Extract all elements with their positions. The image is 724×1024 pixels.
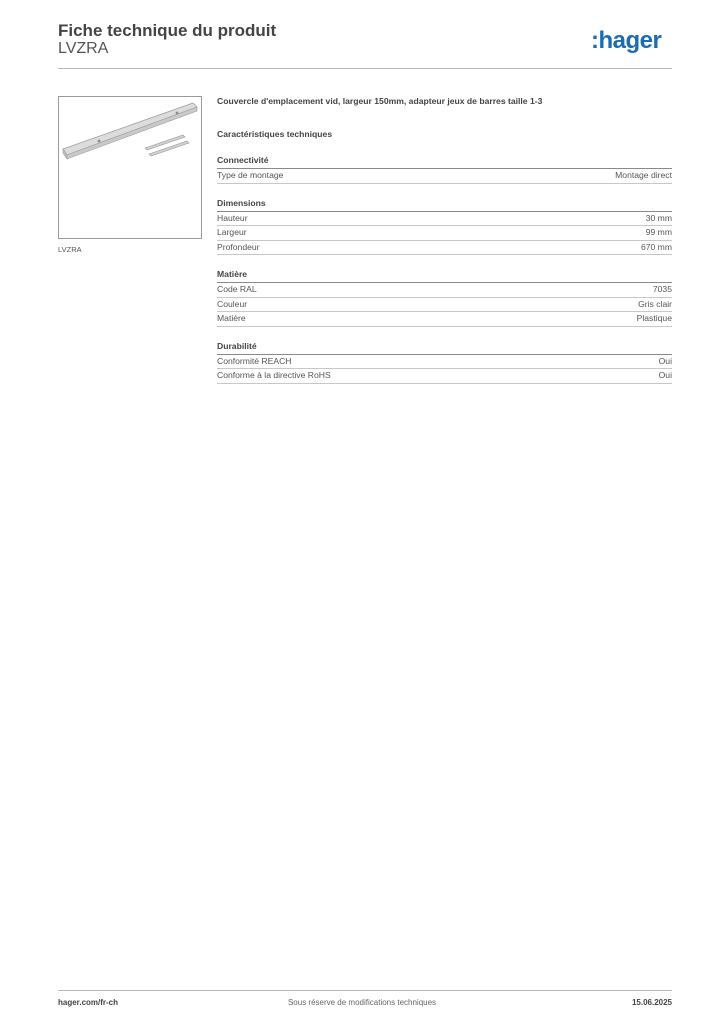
product-image: [58, 96, 202, 239]
footer-divider: [58, 990, 672, 991]
hager-logo: :hager: [591, 27, 662, 54]
spec-value: 30 mm: [645, 212, 672, 223]
spec-label: Conforme à la directive RoHS: [217, 370, 331, 380]
spec-label: Conformité REACH: [217, 355, 292, 366]
spec-row: [217, 298, 672, 313]
spec-row: [217, 355, 672, 370]
section-title: Dimensions: [217, 198, 672, 212]
spec-label: Profondeur: [217, 241, 260, 252]
spec-value: Oui: [658, 355, 672, 366]
footer-website: hager.com/fr-ch: [58, 998, 119, 1007]
spec-row: [217, 169, 672, 184]
spec-label: Matière: [217, 313, 246, 323]
section-title: Durabilité: [217, 341, 672, 355]
spec-value: Plastique: [636, 313, 672, 323]
section-title: Matière: [217, 269, 672, 283]
product-reference: LVZRA: [58, 40, 109, 57]
section-title: Connectivité: [217, 155, 672, 169]
spec-label: Hauteur: [217, 212, 248, 223]
spec-row: [217, 283, 672, 298]
spec-value: Gris clair: [638, 298, 672, 309]
section-dimensions: [217, 198, 672, 256]
footer-notice: Sous réserve de modifications techniques: [287, 998, 437, 1007]
spec-row: [217, 226, 672, 241]
image-caption: LVZRA: [58, 245, 82, 254]
footer-date: 15.06.2025: [631, 998, 672, 1007]
spec-label: Code RAL: [217, 284, 257, 294]
spec-label: Type de montage: [217, 170, 284, 180]
header-divider: [58, 68, 672, 69]
spec-label: Largeur: [217, 227, 247, 237]
spec-label: Couleur: [217, 298, 248, 309]
spec-value: 7035: [652, 284, 672, 294]
spec-row: [217, 369, 672, 384]
spec-row: [217, 312, 672, 327]
section-connectivite: [217, 155, 672, 184]
spec-row: [217, 212, 672, 227]
spec-value: 670 mm: [640, 241, 672, 252]
page-title: Fiche technique du produit: [58, 21, 277, 40]
spec-value: 99 mm: [645, 227, 672, 237]
product-description: Couvercle d'emplacement vid, largeur 150mm, adapteur jeux de barres taille 1-3: [217, 96, 543, 106]
specifications: [217, 94, 672, 384]
section-matiere: [217, 269, 672, 327]
cover-plate-illustration: [59, 97, 201, 238]
section-durabilite: [217, 341, 672, 384]
technical-characteristics-heading: Caractéristiques techniques: [217, 129, 333, 139]
spec-row: [217, 241, 672, 256]
spec-value: Oui: [658, 370, 672, 380]
spec-value: Montage direct: [615, 170, 672, 180]
